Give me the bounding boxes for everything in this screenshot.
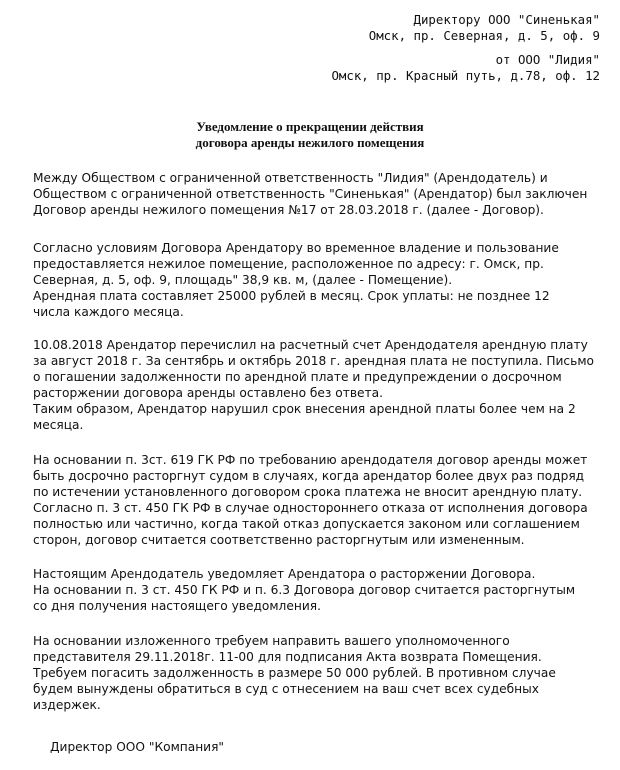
text-line: за август 2018 г. За сентябрь и октябрь 2018 г. арендная плата не поступила. Письмо (33, 354, 594, 368)
text-line: Согласно условиям Договора Арендатору во временное владение и пользование (33, 241, 559, 255)
text-line: Обществом с ограниченной ответственность "Синенькая" (Арендатор) был заключен (33, 187, 588, 201)
paragraph-premises-terms (33, 240, 603, 320)
text-line: На основании изложенного требуем направить вашего уполномоченного (33, 634, 510, 648)
text-line: Требуем погасить задолженность в размере 50 000 рублей. В противном случае (33, 666, 556, 680)
text-line: сторон, договор считается соответственно расторгнутым или измененным. (33, 533, 525, 547)
paragraph-termination-notice (33, 566, 603, 614)
paragraph-legal-basis (33, 452, 603, 548)
text-line: Согласно п. 3 ст. 450 ГК РФ в случае одностороннего отказа от исполнения договора (33, 501, 588, 515)
text-line: месяца. (33, 418, 84, 432)
recipient-address: Омск, пр. Северная, д. 5, оф. 9 (368, 28, 600, 43)
paragraph-demands (33, 633, 603, 713)
sender-name: от ООО "Лидия" (495, 52, 600, 67)
text-line: издержек. (33, 698, 101, 712)
text-line: полностью или частично, когда такой отказ допускается законом или соглашением (33, 517, 580, 531)
text-line: о погашении задолженности по арендной плате и предупреждении о досрочном (33, 370, 562, 384)
text-line: Таким образом, Арендатор нарушил срок внесения арендной платы более чем на 2 (33, 402, 576, 416)
text-line: числа каждого месяца. (33, 305, 184, 319)
recipient-name: Директору ООО "Синенькая" (413, 12, 600, 27)
text-line: со дня получения настоящего уведомления. (33, 599, 321, 613)
text-line: быть досрочно расторгнут судом в случаях, когда арендатор более двух раз подряд (33, 469, 585, 483)
paragraph-contract-parties (33, 170, 603, 218)
text-line: по истечении установленного договором срока платежа не вносит арендную плату. (33, 485, 583, 499)
title-line-1: Уведомление о прекращении действия (196, 119, 424, 134)
text-line: представителя 29.11.2018г. 11-00 для подписания Акта возврата Помещения. (33, 650, 542, 664)
text-line: 10.08.2018 Арендатор перечислил на расчетный счет Арендодателя арендную плату (33, 338, 588, 352)
text-line: расторжении договора аренды оставлено без ответа. (33, 386, 383, 400)
text-line: На основании п. 3 ст. 450 ГК РФ и п. 6.3 Договора договор считается расторгнутым (33, 583, 576, 597)
text-line: Настоящим Арендодатель уведомляет Арендатора о расторжении Договора. (33, 567, 536, 581)
paragraph-payment-default (33, 337, 603, 433)
text-line: На основании п. 3ст. 619 ГК РФ по требованию арендодателя договор аренды может (33, 453, 588, 467)
sender-block (331, 52, 600, 84)
document-title (0, 119, 620, 151)
text-line: Договор аренды нежилого помещения №17 от 28.03.2018 г. (далее - Договор). (33, 203, 544, 217)
sender-address: Омск, пр. Красный путь, д.78, оф. 12 (331, 68, 600, 83)
text-line: Северная, д. 5, оф. 9, площадь" 38,9 кв. м, (далее - Помещение). (33, 273, 453, 287)
text-line: Между Обществом с ограниченной ответственность "Лидия" (Арендодатель) и (33, 171, 548, 185)
recipient-block (369, 12, 600, 44)
signature-line: Директор ООО "Компания" (50, 740, 225, 754)
text-line: предоставляется нежилое помещение, расположенное по адресу: г. Омск, пр. (33, 257, 544, 271)
text-line: будем вынуждены обратиться в суд с отнесением на ваш счет всех судебных (33, 682, 539, 696)
text-line: Арендная плата составляет 25000 рублей в месяц. Срок уплаты: не позднее 12 (33, 289, 550, 303)
title-line-2: договора аренды нежилого помещения (195, 135, 425, 150)
